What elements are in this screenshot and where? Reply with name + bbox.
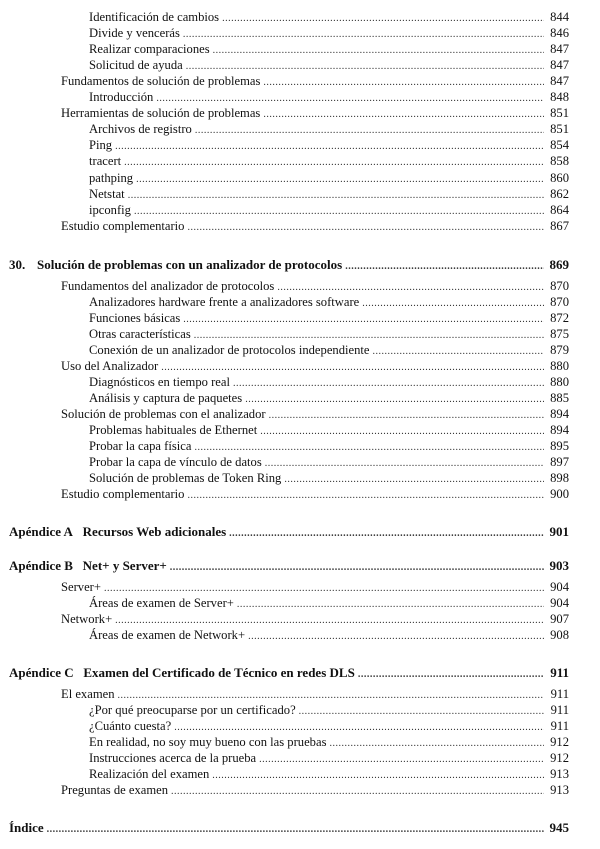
toc-entry-page: 900	[550, 487, 569, 501]
dot-leader	[229, 526, 544, 541]
toc-entry	[89, 751, 569, 767]
dot-leader	[237, 597, 544, 612]
toc-entry-page: 903	[549, 558, 569, 573]
dot-leader	[194, 328, 544, 343]
toc-entry-title: Divide y vencerás	[89, 26, 180, 40]
dot-leader	[284, 472, 544, 487]
toc-entry-page: 870	[550, 295, 569, 309]
toc-entry-title: Conexión de un analizador de protocolos independiente	[89, 343, 370, 357]
toc-entry-page: 846	[550, 26, 569, 40]
toc-entry-title: ¿Por qué preocuparse por un certificado?	[89, 703, 296, 717]
toc-entry-page: 848	[550, 90, 569, 104]
dot-leader	[277, 280, 544, 295]
toc-entry-title: Probar la capa física	[89, 439, 192, 453]
toc-entry	[89, 154, 569, 170]
toc-entry-title: Realizar comparaciones	[89, 42, 210, 56]
toc-appendix	[9, 558, 569, 575]
toc-entry-page: 913	[550, 783, 569, 797]
toc-entry-title: Áreas de examen de Network+	[89, 628, 246, 642]
toc-entry	[89, 295, 569, 311]
dot-leader	[260, 424, 544, 439]
toc-entry	[89, 122, 569, 138]
dot-leader	[222, 11, 544, 26]
toc-entry-title: En realidad, no soy muy bueno con las pruebas	[89, 735, 327, 749]
toc-entry-page: 945	[549, 820, 569, 835]
dot-leader	[194, 440, 544, 455]
dot-leader	[263, 107, 544, 122]
toc-entry-title: tracert	[89, 154, 122, 168]
dot-leader	[269, 408, 544, 423]
toc-entry-page: 844	[550, 10, 569, 24]
dot-leader	[183, 27, 544, 42]
toc-entry-title: Net+ y Server+	[82, 558, 167, 573]
toc-entry-page: 908	[550, 628, 569, 642]
toc-entry	[89, 90, 569, 106]
toc-entry-title: Solución de problemas de Token Ring	[89, 471, 282, 485]
toc-entry-page: 851	[550, 106, 569, 120]
dot-leader	[186, 59, 544, 74]
toc-entry-page: 913	[550, 767, 569, 781]
dot-leader	[128, 188, 544, 203]
toc-entry-title: Analizadores hardware frente a analizadores software	[89, 295, 360, 309]
toc-entry-page: 897	[550, 455, 569, 469]
toc-entry-title: Áreas de examen de Server+	[89, 596, 234, 610]
dot-leader	[156, 91, 544, 106]
toc-section	[61, 407, 569, 423]
toc-appendix	[9, 524, 569, 541]
toc-appendix	[9, 665, 569, 682]
toc-entry	[89, 628, 569, 644]
dot-leader	[299, 704, 544, 719]
dot-leader	[124, 155, 544, 170]
toc-section	[61, 487, 569, 503]
toc-chapter	[9, 257, 569, 274]
toc-entry-title: Problemas habituales de Ethernet	[89, 423, 258, 437]
dot-leader	[161, 360, 544, 375]
dot-leader	[174, 720, 544, 735]
toc-entry-title: Recursos Web adicionales	[82, 524, 227, 539]
toc-entry-page: 869	[549, 257, 569, 272]
toc-entry-title: Examen del Certificado de Técnico en redes DLS	[83, 665, 355, 680]
dot-leader	[187, 220, 544, 235]
toc-section	[61, 612, 569, 628]
toc-index	[9, 820, 569, 837]
toc-entry-title: ipconfig	[89, 203, 131, 217]
dot-leader	[358, 667, 544, 682]
toc-entry-page: 904	[550, 596, 569, 610]
dot-leader	[195, 123, 544, 138]
toc-section	[61, 783, 569, 799]
toc-entry-title: Funciones básicas	[89, 311, 181, 325]
dot-leader	[263, 75, 544, 90]
toc-entry	[89, 375, 569, 391]
dot-leader	[115, 139, 544, 154]
toc-entry-page: 894	[550, 423, 569, 437]
toc-entry-page: 912	[550, 735, 569, 749]
dot-leader	[212, 768, 544, 783]
toc-entry	[89, 471, 569, 487]
toc-entry	[89, 58, 569, 74]
toc-entry-title: Uso del Analizador	[61, 359, 159, 373]
toc-entry-title: Solución de problemas con el analizador	[61, 407, 266, 421]
toc-entry	[89, 327, 569, 343]
dot-leader	[329, 736, 544, 751]
toc-entry	[89, 343, 569, 359]
toc-entry-title: Introducción	[89, 90, 154, 104]
toc-entry-page: 860	[550, 171, 569, 185]
dot-leader	[362, 296, 544, 311]
toc-entry-page: 911	[550, 719, 569, 733]
toc-entry-page: 912	[550, 751, 569, 765]
toc-entry-title: El examen	[61, 687, 115, 701]
toc-entry-page: 885	[550, 391, 569, 405]
toc-entry	[89, 596, 569, 612]
toc-entry-page: 907	[550, 612, 569, 626]
toc-section	[61, 106, 569, 122]
dot-leader	[245, 392, 544, 407]
toc-entry-page: 851	[550, 122, 569, 136]
toc-entry-page: 847	[550, 58, 569, 72]
toc-entry-title: Realización del examen	[89, 767, 210, 781]
toc-section	[61, 279, 569, 295]
toc-entry	[89, 203, 569, 219]
toc-entry-page: 895	[550, 439, 569, 453]
dot-leader	[187, 488, 544, 503]
toc-entry-page: 847	[550, 74, 569, 88]
toc-entry-page: 872	[550, 311, 569, 325]
toc-entry	[89, 138, 569, 154]
dot-leader	[170, 560, 544, 575]
chapter-number: 30.	[9, 257, 26, 272]
toc-entry-title: Solución de problemas con un analizador de protocolos	[37, 257, 343, 272]
toc-entry-title: Archivos de registro	[89, 122, 192, 136]
toc-entry	[89, 171, 569, 187]
toc-entry-page: 898	[550, 471, 569, 485]
dot-leader	[183, 312, 544, 327]
dot-leader	[118, 688, 545, 703]
toc-entry	[89, 26, 569, 42]
toc-entry-page: 870	[550, 279, 569, 293]
toc-entry	[89, 439, 569, 455]
appendix-label: Apéndice A	[9, 524, 73, 539]
dot-leader	[248, 629, 544, 644]
toc-entry-title: Netstat	[89, 187, 125, 201]
toc-entry-title: Diagnósticos en tiempo real	[89, 375, 230, 389]
toc-entry-page: 879	[550, 343, 569, 357]
appendix-label: Apéndice C	[9, 665, 74, 680]
toc-entry-title: Fundamentos del analizador de protocolos	[61, 279, 275, 293]
toc-entry-page: 880	[550, 359, 569, 373]
toc-entry-title: Índice	[9, 820, 44, 835]
toc-entry-page: 911	[550, 665, 569, 680]
dot-leader	[213, 43, 544, 58]
dot-leader	[136, 172, 544, 187]
toc-entry-page: 875	[550, 327, 569, 341]
toc-entry-title: Server+	[61, 580, 101, 594]
toc-entry	[89, 423, 569, 439]
dot-leader	[372, 344, 544, 359]
appendix-label: Apéndice B	[9, 558, 73, 573]
toc-entry-title: Estudio complementario	[61, 219, 185, 233]
toc-entry-page: 854	[550, 138, 569, 152]
toc-entry	[89, 455, 569, 471]
toc-entry-title: Probar la capa de vínculo de datos	[89, 455, 262, 469]
toc-entry-title: ¿Cuánto cuesta?	[89, 719, 172, 733]
toc-entry-title: Preguntas de examen	[61, 783, 169, 797]
toc-entry	[89, 735, 569, 751]
toc-section	[61, 580, 569, 596]
toc-entry-page: 858	[550, 154, 569, 168]
toc-entry-page: 880	[550, 375, 569, 389]
toc-section	[61, 359, 569, 375]
toc-entry-title: Análisis y captura de paquetes	[89, 391, 243, 405]
toc-entry	[89, 719, 569, 735]
toc-entry-page: 847	[550, 42, 569, 56]
toc-entry	[89, 42, 569, 58]
toc-entry-page: 862	[550, 187, 569, 201]
toc-section	[61, 219, 569, 235]
dot-leader	[265, 456, 544, 471]
toc-entry-page: 904	[550, 580, 569, 594]
dot-leader	[47, 822, 544, 837]
dot-leader	[115, 613, 544, 628]
toc-entry	[89, 703, 569, 719]
toc-entry-page: 867	[550, 219, 569, 233]
dot-leader	[345, 259, 544, 274]
toc-entry	[89, 187, 569, 203]
toc-entry-page: 864	[550, 203, 569, 217]
toc-entry-title: Fundamentos de solución de problemas	[61, 74, 261, 88]
toc-entry-title: Otras características	[89, 327, 191, 341]
dot-leader	[134, 204, 544, 219]
toc-entry	[89, 767, 569, 783]
toc-entry-page: 901	[549, 524, 569, 539]
toc-entry-page: 894	[550, 407, 569, 421]
toc-entry-title: Identificación de cambios	[89, 10, 220, 24]
toc-entry-title: Solicitud de ayuda	[89, 58, 183, 72]
toc-entry	[89, 10, 569, 26]
dot-leader	[171, 784, 544, 799]
toc-entry-title: pathping	[89, 171, 134, 185]
toc-entry-title: Network+	[61, 612, 113, 626]
toc-entry-title: Ping	[89, 138, 113, 152]
dot-leader	[259, 752, 544, 767]
toc-entry-page: 911	[550, 687, 569, 701]
toc-entry-title: Estudio complementario	[61, 487, 185, 501]
toc-section	[61, 74, 569, 90]
dot-leader	[104, 581, 544, 596]
toc-entry-title: Instrucciones acerca de la prueba	[89, 751, 257, 765]
toc-entry-page: 911	[550, 703, 569, 717]
toc-entry	[89, 311, 569, 327]
dot-leader	[233, 376, 544, 391]
toc-section	[61, 687, 569, 703]
toc-entry-title: Herramientas de solución de problemas	[61, 106, 261, 120]
toc-entry	[89, 391, 569, 407]
